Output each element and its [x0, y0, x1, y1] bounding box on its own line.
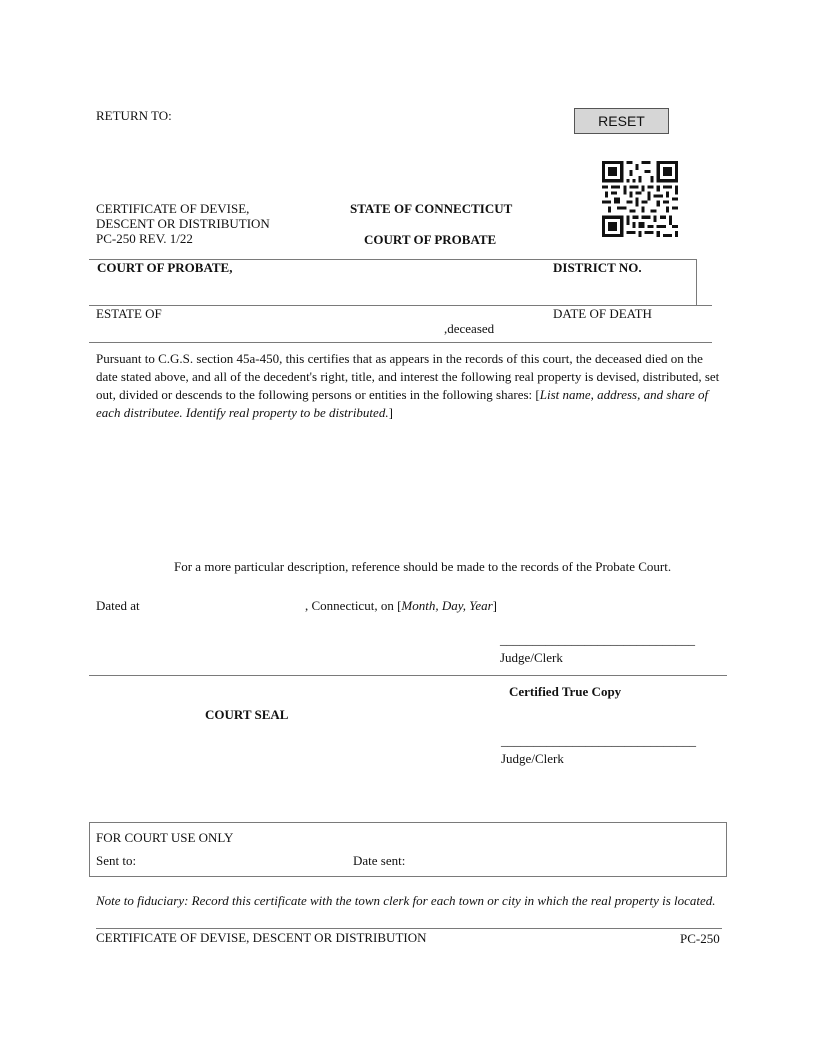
divider [96, 928, 722, 929]
footer-form-code: PC-250 [680, 931, 720, 946]
fiduciary-note: Note to fiduciary: Record this certificate with the town clerk for each town or city in which the real property is located. [96, 893, 716, 908]
estate-of-label: ESTATE OF [96, 306, 162, 321]
court-use-title: FOR COURT USE ONLY [96, 830, 234, 845]
divider [89, 675, 727, 676]
court-of-probate-field[interactable] [96, 278, 540, 302]
reference-note: For a more particular description, reference should be made to the records of the Probate Court. [174, 559, 672, 574]
signature-line: ______________________________ [500, 632, 695, 647]
qr-code-icon [602, 161, 678, 237]
footer-form-name: CERTIFICATE OF DEVISE, DESCENT OR DISTRIBUTION [96, 930, 427, 945]
dated-connecticut-on [305, 598, 497, 614]
dated-at-label: Dated at [96, 598, 140, 613]
estate-of-field[interactable] [170, 306, 444, 340]
date-close: ] [492, 598, 497, 613]
divider [89, 342, 712, 343]
date-of-death-field[interactable] [553, 322, 707, 342]
sent-to-field[interactable] [140, 851, 344, 871]
return-to-label: RETURN TO: [96, 108, 172, 123]
state-heading: STATE OF CONNECTICUT [350, 201, 513, 216]
paragraph-text: Pursuant to C.G.S. section 45a-450, this certifies that as appears in the records of this court, the deceased died on the date stated above, and all of the decedent's right, title, and interest the following real property is devised, distributed, set out, divided or descends to the following persons or entities in the following shares: [ [96, 351, 720, 402]
form-title-line1: CERTIFICATE OF DEVISE, [96, 201, 250, 216]
date-hint: Month, Day, Year [401, 598, 493, 613]
judge-clerk-label: Judge/Clerk [501, 751, 564, 766]
date-of-death-label: DATE OF DEATH [553, 306, 652, 321]
return-to-field[interactable] [96, 126, 400, 188]
form-title-line2: DESCENT OR DISTRIBUTION [96, 216, 270, 231]
distributees-field[interactable] [96, 428, 730, 552]
date-sent-field[interactable] [412, 851, 716, 871]
certified-true-copy: Certified True Copy [509, 684, 622, 699]
judge-clerk-label: Judge/Clerk [500, 650, 563, 665]
signature-line: ______________________________ [501, 733, 696, 748]
connecticut-on-text: , Connecticut, on [ [305, 598, 402, 613]
reset-button[interactable]: RESET [574, 108, 669, 134]
date-sent-label: Date sent: [353, 853, 406, 868]
divider [696, 259, 697, 306]
dated-at-field[interactable] [146, 596, 305, 616]
court-heading: COURT OF PROBATE [364, 232, 497, 247]
form-number-rev: PC-250 REV. 1/22 [96, 231, 193, 246]
district-no-label: DISTRICT NO. [553, 260, 642, 275]
certification-paragraph [96, 350, 726, 422]
court-seal-label: COURT SEAL [205, 707, 289, 722]
sent-to-label: Sent to: [96, 853, 137, 868]
district-no-field[interactable] [553, 278, 695, 302]
deceased-label: ,deceased [444, 321, 495, 336]
court-of-probate-label: COURT OF PROBATE, [97, 260, 233, 275]
paragraph-instruction: List name, address, and share of each distributee. Identify real property to be distributed. [96, 387, 709, 420]
paragraph-close: ] [388, 405, 393, 420]
